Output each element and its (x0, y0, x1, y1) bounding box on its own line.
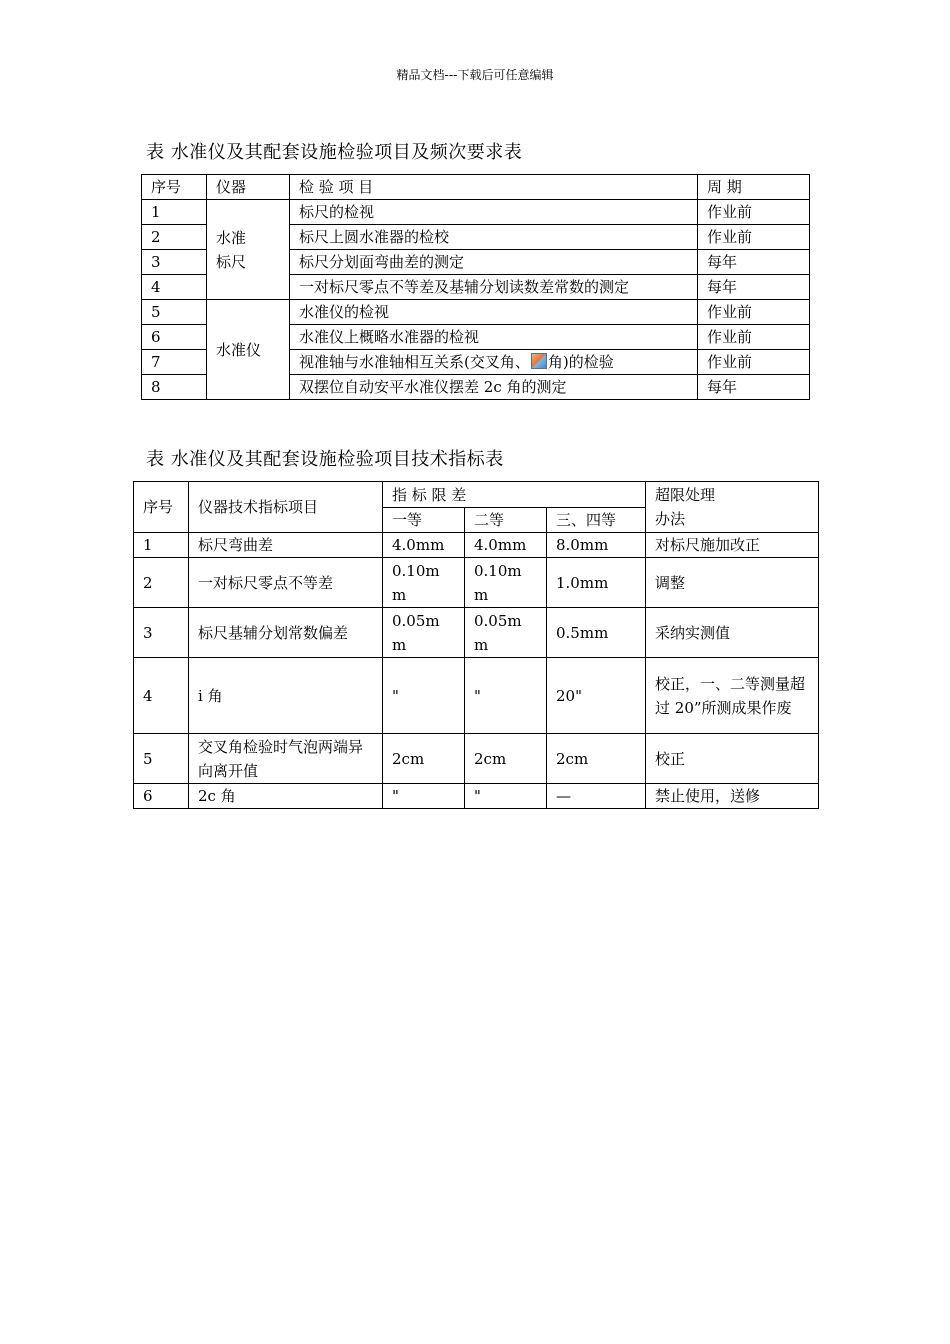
table-row (134, 533, 819, 558)
group-level-instrument: 水准仪 (207, 300, 290, 400)
inspection-frequency-table (141, 174, 810, 400)
table-row (142, 200, 810, 225)
row-period: 作业前 (698, 225, 810, 250)
header-period: 周 期 (698, 175, 810, 200)
row-period: 每年 (698, 250, 810, 275)
table-row (142, 300, 810, 325)
header-no: 序号 (142, 175, 207, 200)
row-no: 4 (142, 275, 207, 300)
header-item: 检 验 项 目 (290, 175, 698, 200)
row-item: 水准仪的检视 (290, 300, 698, 325)
row-grade2: 2cm (465, 734, 547, 784)
row-action: 采纳实测值 (646, 608, 819, 658)
row-item: 2c 角 (189, 784, 383, 809)
row-grade2: " (465, 784, 547, 809)
table-header-row (134, 482, 819, 508)
header-item: 仪器技术指标项目 (189, 482, 383, 533)
row-grade2: 4.0mm (465, 533, 547, 558)
row-item: 交叉角检验时气泡两端异向离开值 (189, 734, 383, 784)
row-grade2: 0.10m m (465, 558, 547, 608)
table-row (134, 734, 819, 784)
header-grade2: 二等 (465, 508, 547, 533)
row-period: 作业前 (698, 300, 810, 325)
header-grade1: 一等 (383, 508, 465, 533)
page-header: 精品文档---下载后可任意编辑 (396, 68, 554, 82)
row-no: 6 (134, 784, 189, 809)
table1-caption: 表 水准仪及其配套设施检验项目及频次要求表 (146, 142, 523, 163)
row-period: 每年 (698, 275, 810, 300)
row-no: 4 (134, 658, 189, 734)
row-no: 5 (134, 734, 189, 784)
row-grade34: 8.0mm (547, 533, 646, 558)
table-row (134, 784, 819, 809)
table-row (134, 608, 819, 658)
row-period: 作业前 (698, 325, 810, 350)
technical-spec-table (133, 481, 819, 809)
row-no: 5 (142, 300, 207, 325)
header-action-line1: 超限处理 (655, 486, 716, 504)
row-period: 每年 (698, 375, 810, 400)
header-limit: 指 标 限 差 (383, 482, 646, 508)
header-action-line2: 办法 (655, 510, 686, 528)
row-item: 标尺基辅分划常数偏差 (189, 608, 383, 658)
table-row (134, 658, 819, 734)
row-period: 作业前 (698, 350, 810, 375)
row-action: 调整 (646, 558, 819, 608)
row-item: 一对标尺零点不等差 (189, 558, 383, 608)
row-grade1: " (383, 784, 465, 809)
row-action: 校正，一、二等测量超过 20”所测成果作废 (646, 658, 819, 734)
row-item: i 角 (189, 658, 383, 734)
row-item: 一对标尺零点不等差及基辅分划读数差常数的测定 (290, 275, 698, 300)
row-grade1: 0.05m m (383, 608, 465, 658)
row-no: 3 (142, 250, 207, 275)
row-no: 7 (142, 350, 207, 375)
row-grade34: — (547, 784, 646, 809)
row-grade34: 0.5mm (547, 608, 646, 658)
row-no: 8 (142, 375, 207, 400)
row-grade34: 2cm (547, 734, 646, 784)
row-item-part-a: 视准轴与水准轴相互关系(交叉角、 (299, 353, 530, 371)
header-grade34: 三、四等 (547, 508, 646, 533)
row-action: 对标尺施加改正 (646, 533, 819, 558)
row-action: 禁止使用，送修 (646, 784, 819, 809)
row-no: 2 (142, 225, 207, 250)
row-item: 标尺弯曲差 (189, 533, 383, 558)
row-no: 1 (134, 533, 189, 558)
row-item: 水准仪上概略水准器的检视 (290, 325, 698, 350)
row-grade34: 20" (547, 658, 646, 734)
row-grade2: " (465, 658, 547, 734)
row-item: 双摆位自动安平水准仪摆差 2c 角的测定 (290, 375, 698, 400)
row-item: 标尺分划面弯曲差的测定 (290, 250, 698, 275)
header-no: 序号 (134, 482, 189, 533)
row-no: 6 (142, 325, 207, 350)
row-grade1: 2cm (383, 734, 465, 784)
embedded-image-icon (531, 353, 547, 369)
table2-caption: 表 水准仪及其配套设施检验项目技术指标表 (146, 449, 504, 470)
row-item: 标尺的检视 (290, 200, 698, 225)
row-grade1: " (383, 658, 465, 734)
row-grade34: 1.0mm (547, 558, 646, 608)
row-period: 作业前 (698, 200, 810, 225)
group-level-staff: 水准 标尺 (207, 200, 290, 300)
row-item: 标尺上圆水准器的检校 (290, 225, 698, 250)
row-item-part-b: 角)的检验 (547, 353, 614, 371)
row-item (290, 350, 698, 375)
row-action: 校正 (646, 734, 819, 784)
row-grade1: 4.0mm (383, 533, 465, 558)
header-action (646, 482, 819, 533)
row-no: 1 (142, 200, 207, 225)
row-no: 3 (134, 608, 189, 658)
table-header-row (142, 175, 810, 200)
header-instrument: 仪器 (207, 175, 290, 200)
row-grade1: 0.10m m (383, 558, 465, 608)
row-no: 2 (134, 558, 189, 608)
row-grade2: 0.05m m (465, 608, 547, 658)
table-row (134, 558, 819, 608)
